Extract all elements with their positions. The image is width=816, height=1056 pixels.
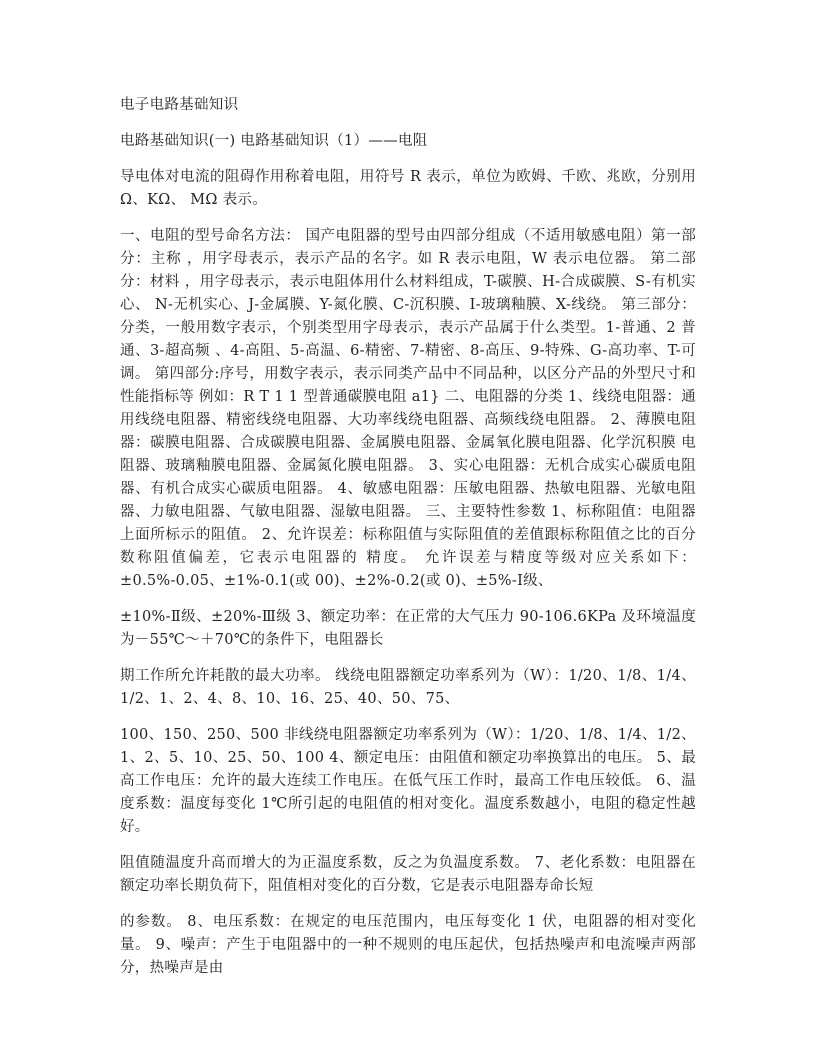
- paragraph: 的参数。 8、电压系数：在规定的电压范围内，电压每变化 1 伏，电阻器的相对变化量。 9、噪声：产生于电阻器中的一种不规则的电压起伏，包括热噪声和电流噪声两部分，热噪声是由: [120, 914, 696, 976]
- paragraph: 一、电阻的型号命名方法： 国产电阻器的型号由四部分组成（不适用敏感电阻）第一部分：主称 ，用字母表示，表示产品的名字。如 R 表示电阻，W 表示电位器。 第二部分：材料 ，用字母表示，表示电阻体用什么材料组成，T-碳膜、H-合成碳膜、S-有机实心、 N-无机实心、J-金属膜、Y-氮化膜、C-沉积膜、I-玻璃釉膜、X-线绕。 第三部分：分类，一般用数字表示，个别类型用字母表示，表示产品属于什么类型。1-普通、2 普通、3-超高频 、4-高阻、5-高温、6-精密、7-精密、8-高压、9-特殊、G-高功率、T-可调。 第四部分:序号，用数字表示，表示同类产品中不同品种，以区分产品的外型尺寸和性能指标等 例如：R T 1 1 型普通碳膜电阻 a1} 二、电阻器的分类 1、线绕电阻器：通用线绕电阻器、精密线绕电阻器、大功率线绕电阻器、高频线绕电阻器。 2、薄膜电阻器：碳膜电阻器、合成碳膜电阻器、金属膜电阻器、金属氧化膜电阻器、化学沉积膜 电阻器、玻璃釉膜电阻器、金属氮化膜电阻器。 3、实心电阻器：无机合成实心碳质电阻器、有机合成实心碳质电阻器。 4、敏感电阻器：压敏电阻器、热敏电阻器、光敏电阻器、力敏电阻器、气敏电阻器、湿敏电阻器。 三、主要特性参数 1、标称阻值：电阻器上面所标示的阻值。 2、允许误差：标称阻值与实际阻值的差值跟标称阻值之比的百分数称阻值偏差，它表示电阻器的 精度。 允许误差与精度等级对应关系如下：±0.5%-0.05、±1%-0.1(或 00)、±2%-0.2(或 0)、±5%-Ⅰ级、: [120, 228, 696, 589]
- paragraph: 导电体对电流的阻碍作用称着电阻，用符号 R 表示，单位为欧姆、千欧、兆欧，分别用 Ω、KΩ、 MΩ 表示。: [120, 169, 696, 208]
- paragraph: 100、150、250、500 非线绕电阻器额定功率系列为（W）：1/20、1/8、1/4、1/2、1、2、5、10、25、50、100 4、额定电压：由阻值和额定功率换算出的电压。 5、最高工作电压：允许的最大连续工作电压。在低气压工作时，最高工作电压较低。 6、温度系数：温度每变化 1℃所引起的电阻值的相对变化。温度系数越小，电阻的稳定性越好。: [120, 727, 696, 835]
- document-subtitle: 电路基础知识(一) 电路基础知识（1）——电阻: [120, 133, 428, 149]
- paragraph: 阻值随温度升高而增大的为正温度系数，反之为负温度系数。 7、老化系数：电阻器在额定功率长期负荷下，阻值相对变化的百分数，它是表示电阻器寿命长短: [120, 855, 696, 894]
- document-page: [120, 94, 696, 993]
- paragraph: ±10%-Ⅱ级、±20%-Ⅲ级 3、额定功率：在正常的大气压力 90-106.6KPa 及环境温度为－55℃～＋70℃的条件下，电阻器长: [120, 609, 696, 648]
- paragraph: 期工作所允许耗散的最大功率。 线绕电阻器额定功率系列为（W）：1/20、1/8、1/4、1/2、1、2、4、8、10、16、25、40、50、75、: [120, 668, 696, 707]
- document-title: 电子电路基础知识: [120, 97, 239, 113]
